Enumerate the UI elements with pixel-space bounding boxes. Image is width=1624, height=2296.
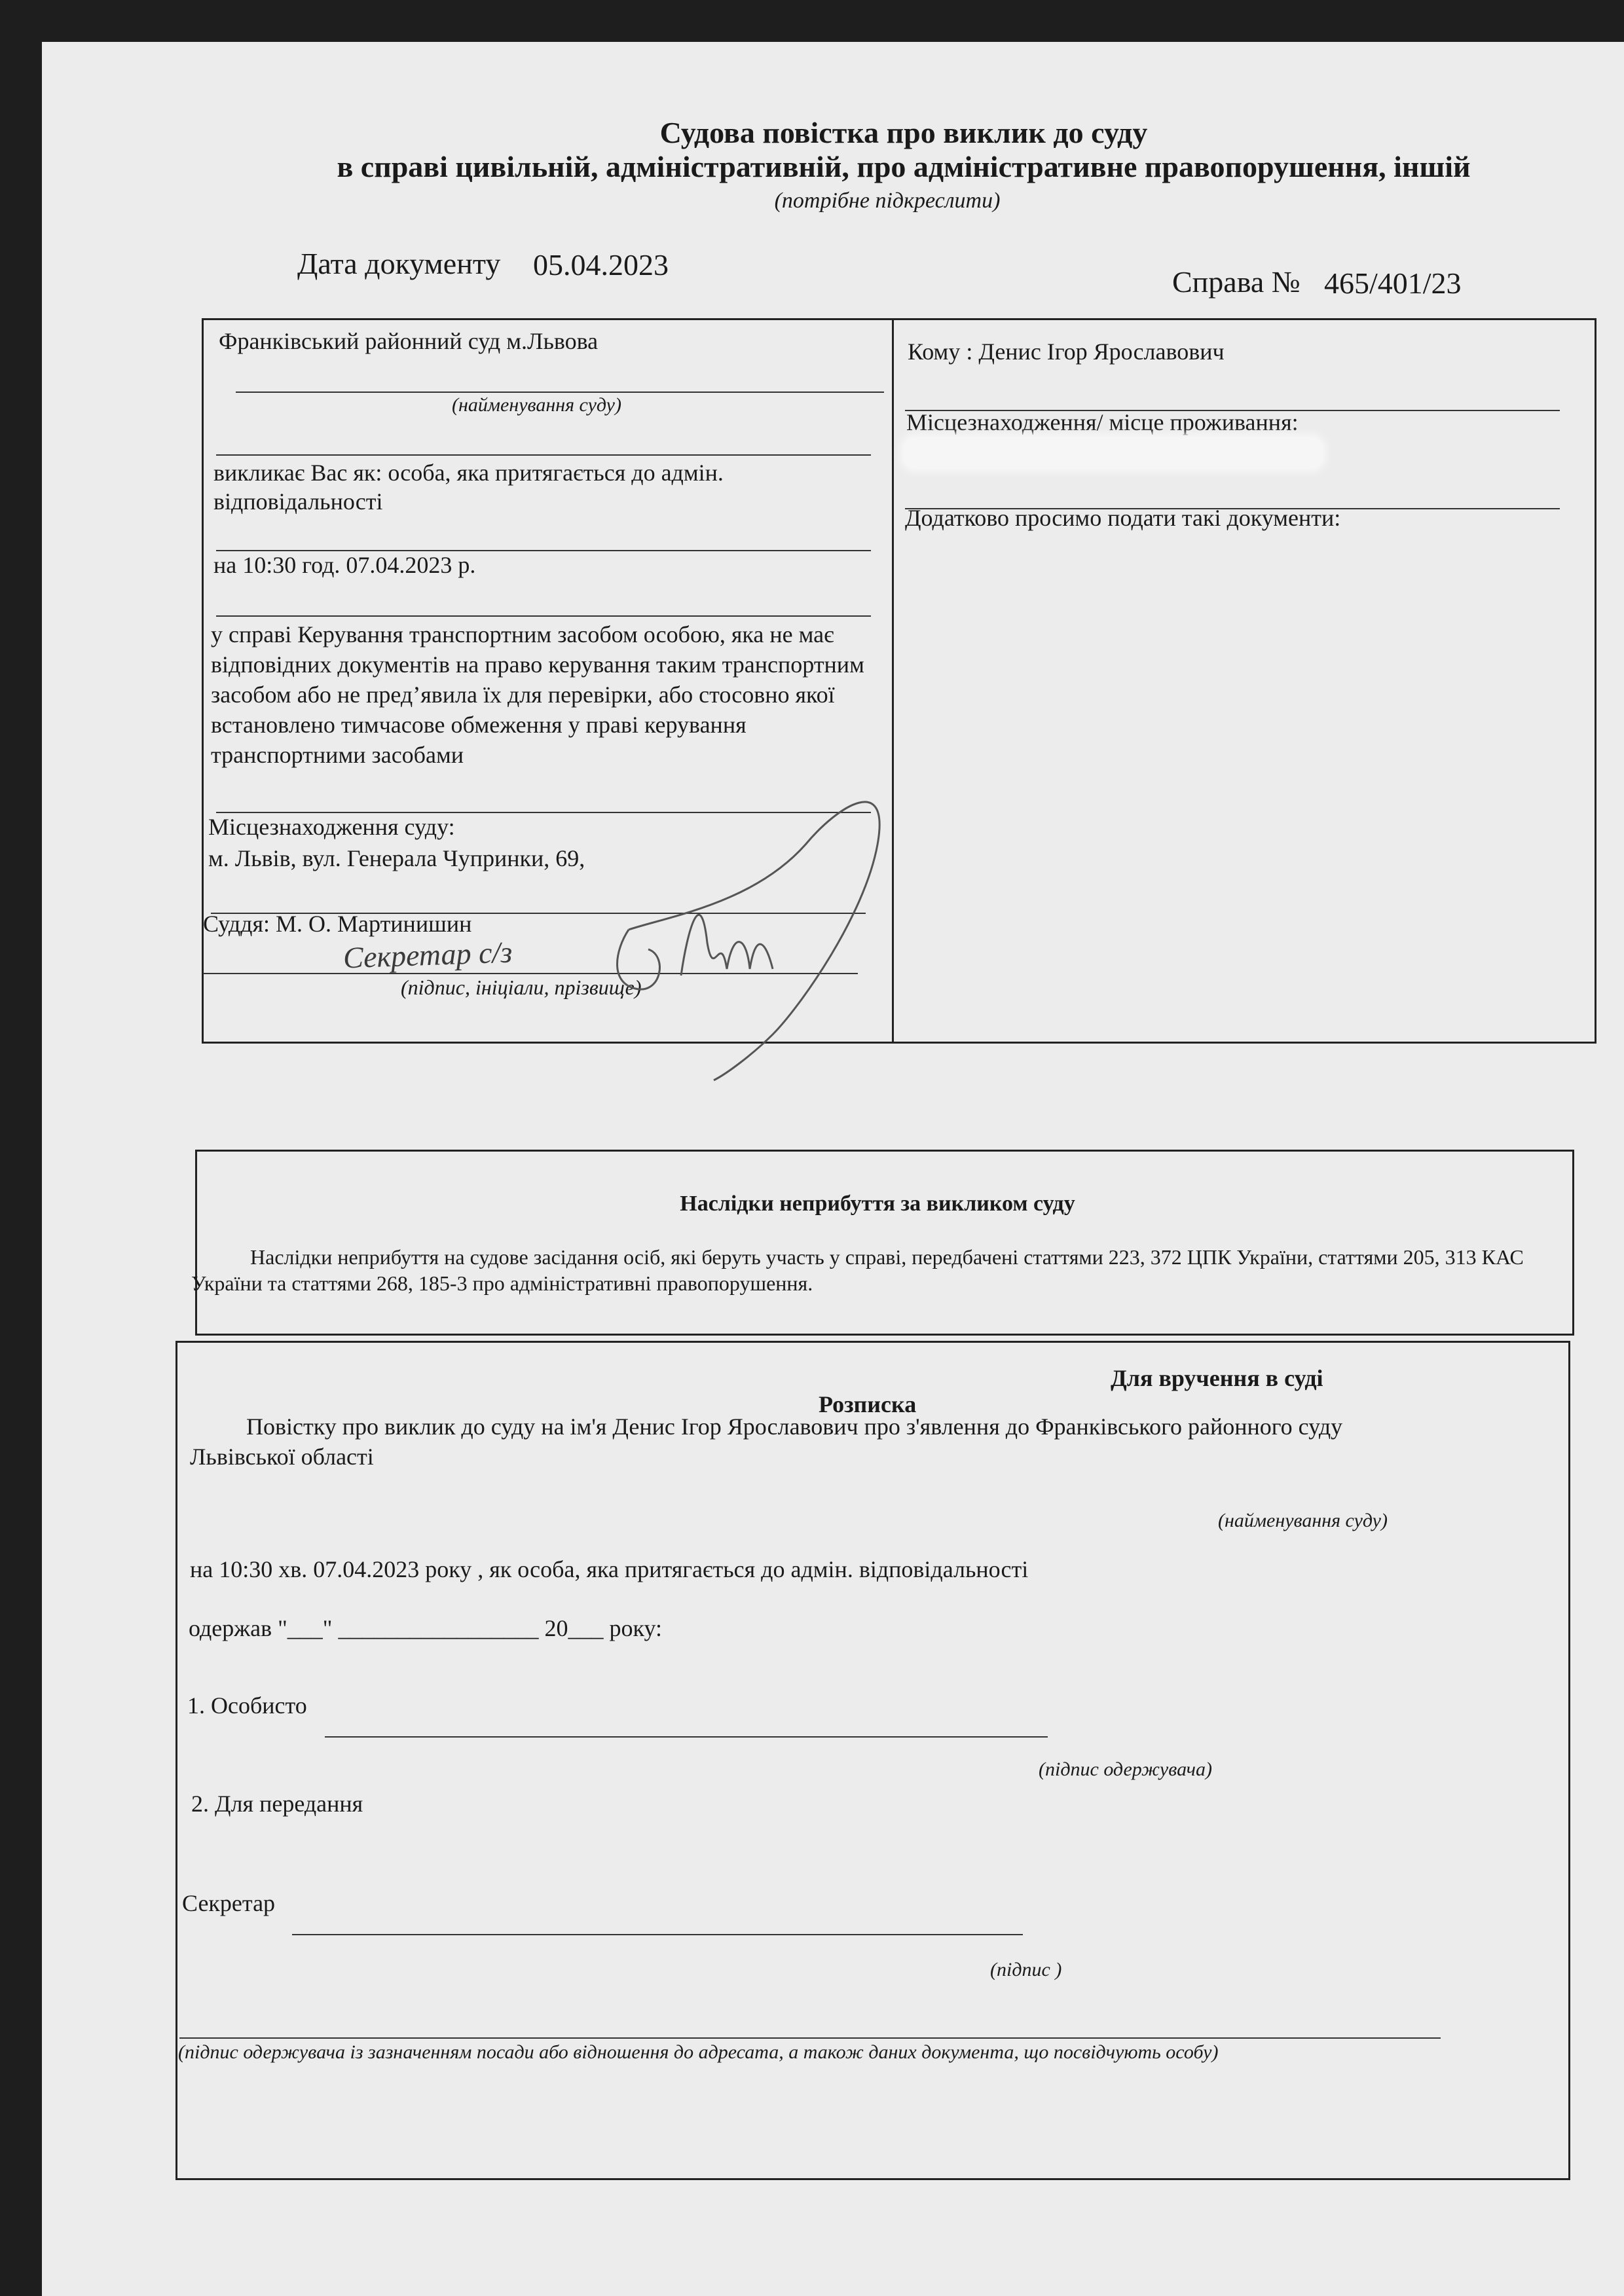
case-number-label: Справа № (1172, 265, 1301, 299)
title-note: (потрібне підкреслити) (774, 189, 1001, 213)
receipt-line-1: Повістку про виклик до суду на ім'я Денис Ігор Ярославович про з'явлення до Франківського районного суду (246, 1413, 1343, 1440)
recipient-signature-line (325, 1736, 1048, 1738)
hearing-time: на 10:30 год. 07.04.2023 р. (213, 552, 476, 578)
divider-line (216, 454, 871, 456)
secretary-signature-caption: (підпис ) (990, 1959, 1062, 1980)
consequences-text: Наслідки неприбуття на судове засідання осіб, які беруть участь у справі, передбачені статтями 223, 372 ЦПК України, статтями 205, 313 КАС України та статтями 268, 185-3 про адміністративні правопорушення. (191, 1245, 1524, 1295)
residence-label: Місцезнаходження/ місце проживання: (906, 409, 1299, 435)
divider-line (216, 615, 871, 617)
consequences-heading: Наслідки неприбуття за викликом суду (680, 1192, 1075, 1216)
redacted-address (904, 437, 1323, 469)
title-line-1: Судова повістка про виклик до суду (659, 116, 1148, 149)
receipt-court-caption: (найменування суду) (1218, 1510, 1388, 1531)
footnote-line (179, 2037, 1441, 2039)
court-name-line (236, 392, 884, 393)
receipt-title: Розписка (819, 1391, 917, 1417)
receipt-footnote: (підпис одержувача із зазначенням посади або відношення до адресата, а також даних документа, що посвідчують особу) (178, 2041, 1219, 2063)
recipient-name: Кому : Денис Ігор Ярославович (908, 338, 1225, 365)
extra-documents-label: Додатково просимо подати такі документи: (905, 505, 1341, 531)
summons-role: викликає Вас як: особа, яка притягається до адмін. відповідальності (213, 460, 724, 515)
court-location-label: Місцезнаходження суду: (208, 814, 455, 840)
court-name: Франківський районний суд м.Львова (219, 328, 599, 354)
judge-name: Суддя: М. О. Мартинишин (203, 911, 472, 937)
for-court-label: Для вручення в суді (1111, 1365, 1323, 1391)
transfer-label: 2. Для передання (191, 1791, 363, 1817)
handwritten-signature (589, 733, 904, 1100)
recipient-signature-caption: (підпис одержувача) (1039, 1758, 1212, 1780)
case-number-value: 465/401/23 (1324, 266, 1462, 300)
case-subject: у справі Керування транспортним засобом особою, яка не має відповідних документів на право керування таким транспортним засобом або не пред’явила їх для перевірки, або стосовно якої встановлено тимчасове обмеження у праві керування транспортними засобами (211, 621, 864, 768)
consequences-box (195, 1150, 1574, 1336)
personally-label: 1. Особисто (187, 1692, 307, 1719)
court-name-caption: (найменування суду) (452, 394, 621, 416)
title-line-2: в справі цивільній, адміністративній, про адміністративне правопорушення, іншій (337, 150, 1471, 183)
handwritten-note: Секретар с/з (342, 935, 513, 975)
secretary-signature-line (292, 1934, 1023, 1935)
receipt-time-line: на 10:30 хв. 07.04.2023 року , як особа, яка притягається до адмін. відповідальності (190, 1556, 1029, 1582)
secretary-label: Секретар (182, 1890, 276, 1916)
signature-caption: (підпис, ініціали, прізвище) (401, 975, 642, 999)
court-location-value: м. Львів, вул. Генерала Чупринки, 69, (208, 845, 585, 871)
document-date-label: Дата документу (297, 247, 501, 280)
document-date-value: 05.04.2023 (533, 248, 669, 282)
receipt-line-2: Львівської області (190, 1444, 374, 1470)
received-date-line: одержав "___" _________________ 20___ року: (189, 1615, 663, 1641)
